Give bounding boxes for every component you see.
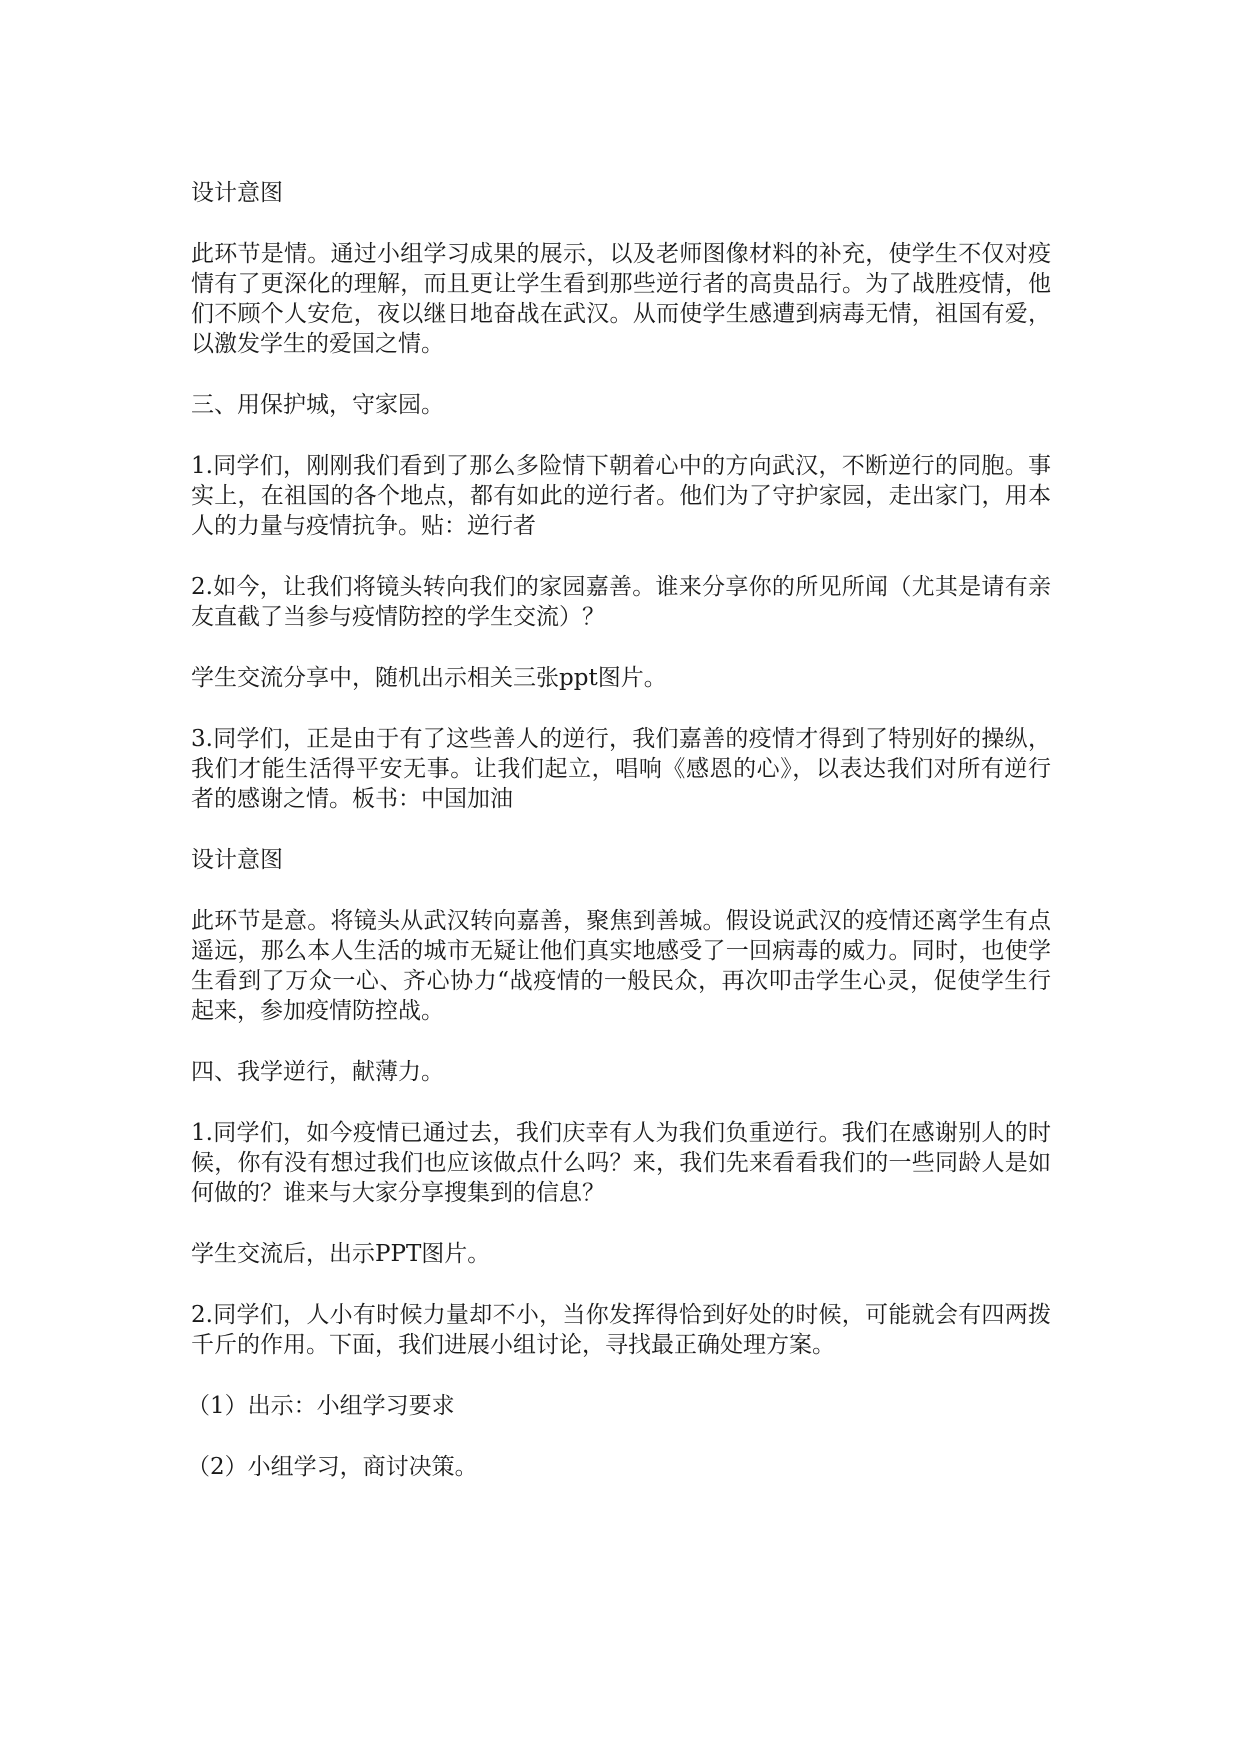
list-item: （1）出示：小组学习要求 (187, 1393, 455, 1419)
paragraph-text: 学生交流后，出示PPT图片。 (191, 1241, 491, 1267)
paragraph-text: 此环节是情。通过小组学习成果的展示，以及老师图像材料的补充，使学生不仅对疫情有了更深化的理解，而且更让学生看到那些逆行者的高贵品行。为了战胜疫情，他们不顾个人安危，夜以继日地奋战在武汉。从而使学生感遭到病毒无情，祖国有爱，以激发学生的爱国之情。 (191, 241, 1051, 357)
paragraph-text: 1.同学们，刚刚我们看到了那么多险情下朝着心中的方向武汉，不断逆行的同胞。事实上，在祖国的各个地点，都有如此的逆行者。他们为了守护家园，走出家门，用本人的力量与疫情抗争。贴：逆行者 (191, 453, 1051, 539)
paragraph-text: 此环节是意。将镜头从武汉转向嘉善，聚焦到善城。假设说武汉的疫情还离学生有点遥远，那么本人生活的城市无疑让他们真实地感受了一回病毒的威力。同时，也使学生看到了万众一心、齐心协力“战疫情的一般民众，再次叩击学生心灵，促使学生行起来，参加疫情防控战。 (191, 908, 1051, 1024)
list-item: （2）小组学习，商讨决策。 (187, 1454, 478, 1480)
design-intent-heading: 设计意图 (191, 847, 283, 873)
paragraph-text: 1.同学们，如今疫情已通过去，我们庆幸有人为我们负重逆行。我们在感谢别人的时候，你有没有想过我们也应该做点什么吗？来，我们先来看看我们的一些同龄人是如何做的？谁来与大家分享搜集到的信息？ (191, 1120, 1051, 1206)
design-intent-heading: 设计意图 (191, 180, 283, 206)
paragraph-text: 2.如今，让我们将镜头转向我们的家园嘉善。谁来分享你的所见所闻（尤其是请有亲友直截了当参与疫情防控的学生交流）？ (191, 574, 1051, 630)
section-heading: 四、我学逆行，献薄力。 (191, 1059, 444, 1085)
section-heading: 三、用保护城，守家园。 (191, 392, 444, 418)
document-body (187, 178, 1051, 1513)
paragraph-text: 学生交流分享中，随机出示相关三张ppt图片。 (191, 665, 667, 691)
paragraph-text: 3.同学们，正是由于有了这些善人的逆行，我们嘉善的疫情才得到了特别好的操纵，我们才能生活得平安无事。让我们起立，唱响《感恩的心》，以表达我们对所有逆行者的感谢之情。板书：中国加油 (191, 726, 1051, 812)
paragraph-text: 2.同学们，人小有时候力量却不小，当你发挥得恰到好处的时候，可能就会有四两拨千斤的作用。下面，我们进展小组讨论，寻找最正确处理方案。 (191, 1302, 1051, 1358)
